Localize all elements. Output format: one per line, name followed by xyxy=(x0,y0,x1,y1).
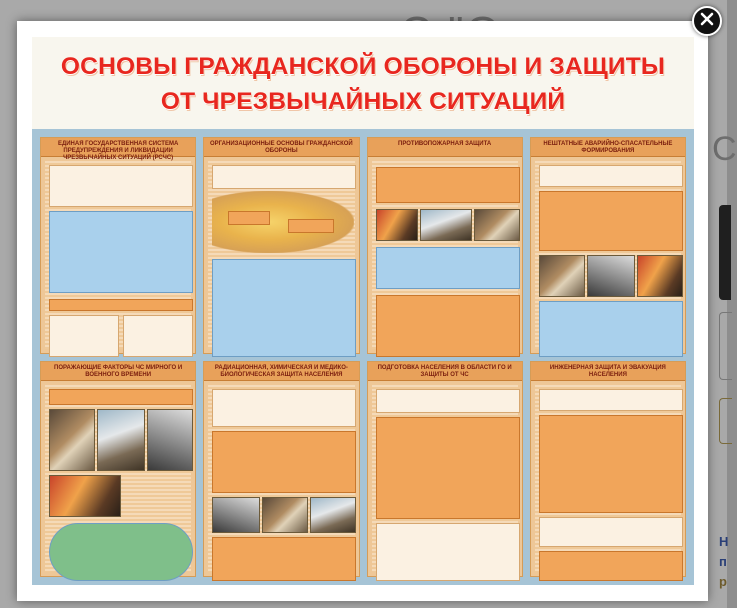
poster-panel xyxy=(367,137,523,354)
rocket-photo xyxy=(97,409,145,471)
panel-heading-bar xyxy=(49,389,193,405)
explosion-photo xyxy=(49,409,95,471)
close-icon xyxy=(700,12,714,31)
background-link: Н xyxy=(719,534,729,549)
background-side-letter: С xyxy=(712,130,737,168)
background-select-field xyxy=(719,398,732,444)
panel-diagram-node xyxy=(288,219,334,233)
poster-title-line-2: ОТ ЧРЕЗВЫЧАЙНЫХ СИТУАЦИЙ xyxy=(160,88,566,115)
poster-panels-grid xyxy=(32,129,694,585)
poster-panel-heading: НЕШТАТНЫЕ АВАРИЙНО-СПАСАТЕЛЬНЫЕ ФОРМИРОВАНИЯ xyxy=(531,138,685,157)
close-button[interactable] xyxy=(692,6,722,36)
poster-panel-body xyxy=(372,385,518,573)
poster-panel-body xyxy=(208,385,354,573)
shelter-classification-diagram xyxy=(539,415,683,513)
rescuers-photo xyxy=(49,475,121,517)
poster-panel-heading: ОРГАНИЗАЦИОННЫЕ ОСНОВЫ ГРАЖДАНСКОЙ ОБОРОНЫ xyxy=(204,138,358,157)
panel-diagram xyxy=(376,167,520,203)
background-link: р xyxy=(719,574,727,589)
panel-text-block xyxy=(539,165,683,187)
poster-panel xyxy=(367,361,523,578)
panel-text-block xyxy=(539,389,683,411)
poster-panel xyxy=(203,137,359,354)
panel-text-block xyxy=(123,315,193,357)
poster-panel xyxy=(203,361,359,578)
panel-diagram xyxy=(376,247,520,289)
poster-panel xyxy=(40,361,196,578)
poster-panel-body xyxy=(372,161,518,349)
training-structure-diagram xyxy=(376,417,520,519)
poster-panel-heading: ИНЖЕНЕРНАЯ ЗАЩИТА И ЭВАКУАЦИЯ НАСЕЛЕНИЯ xyxy=(531,362,685,381)
rescue-photo xyxy=(539,255,585,297)
building-photo xyxy=(420,209,472,241)
poster-panel-body xyxy=(208,161,354,349)
panel-diagram xyxy=(212,537,356,581)
poster-panel-body xyxy=(45,161,191,349)
panel-heading-bar xyxy=(49,299,193,311)
gas-mask-photo xyxy=(212,497,260,533)
panel-text-block xyxy=(212,165,356,189)
poster-panel-heading: ЕДИНАЯ ГОСУДАРСТВЕННАЯ СИСТЕМА ПРЕДУПРЕЖДЕНИЯ И ЛИКВИДАЦИИ ЧРЕЗВЫЧАЙНЫХ СИТУАЦИЙ (РСЧС) xyxy=(41,138,195,157)
panel-text-block xyxy=(49,315,119,357)
background-link: п xyxy=(719,554,727,569)
panel-text-block xyxy=(539,517,683,547)
panel-text-block xyxy=(212,389,356,427)
poster-panel-heading: РАДИАЦИОННАЯ, ХИМИЧЕСКАЯ И МЕДИКО-БИОЛОГИЧЕСКАЯ ЗАЩИТА НАСЕЛЕНИЯ xyxy=(204,362,358,381)
lightbox-dialog xyxy=(17,21,708,601)
panel-text-block xyxy=(376,389,520,413)
impact-zone-diagram xyxy=(49,523,193,581)
poster-panel-heading: ПРОТИВОПОЖАРНАЯ ЗАЩИТА xyxy=(368,138,522,157)
panel-diagram xyxy=(539,301,683,357)
background-dark-panel xyxy=(719,205,731,300)
poster-panel xyxy=(530,361,686,578)
panel-text-block xyxy=(376,523,520,581)
poster-panel-body xyxy=(535,385,681,573)
panel-diagram xyxy=(212,259,356,357)
panel-diagram xyxy=(49,211,193,293)
protective-suit-photo xyxy=(262,497,308,533)
panel-table xyxy=(539,551,683,581)
background-input-field xyxy=(719,312,732,380)
poster-image xyxy=(32,37,694,585)
equipment-photo xyxy=(587,255,635,297)
background-links xyxy=(719,532,728,592)
poster-panel xyxy=(40,137,196,354)
poster-panel-body xyxy=(535,161,681,349)
poster-panel-heading: ПОРАЖАЮЩИЕ ФАКТОРЫ ЧС МИРНОГО И ВОЕННОГО ВРЕМЕНИ xyxy=(41,362,195,381)
panel-diagram xyxy=(212,431,356,493)
panel-diagram-node xyxy=(228,211,270,225)
fire-photo xyxy=(376,209,418,241)
poster-title-line-1: ОСНОВЫ ГРАЖДАНСКОЙ ОБОРОНЫ И ЗАЩИТЫ xyxy=(60,53,666,80)
panel-text-block xyxy=(49,165,193,207)
panel-diagram xyxy=(539,191,683,251)
poster-panel xyxy=(530,137,686,354)
firefighters-photo xyxy=(474,209,520,241)
ruins-photo xyxy=(147,409,193,471)
team-photo xyxy=(637,255,683,297)
shelter-photo xyxy=(310,497,356,533)
poster-panel-heading: ПОДГОТОВКА НАСЕЛЕНИЯ В ОБЛАСТИ ГО И ЗАЩИТЫ ОТ ЧС xyxy=(368,362,522,381)
panel-diagram xyxy=(376,295,520,357)
poster-title xyxy=(32,49,694,119)
poster-panel-body xyxy=(45,385,191,573)
